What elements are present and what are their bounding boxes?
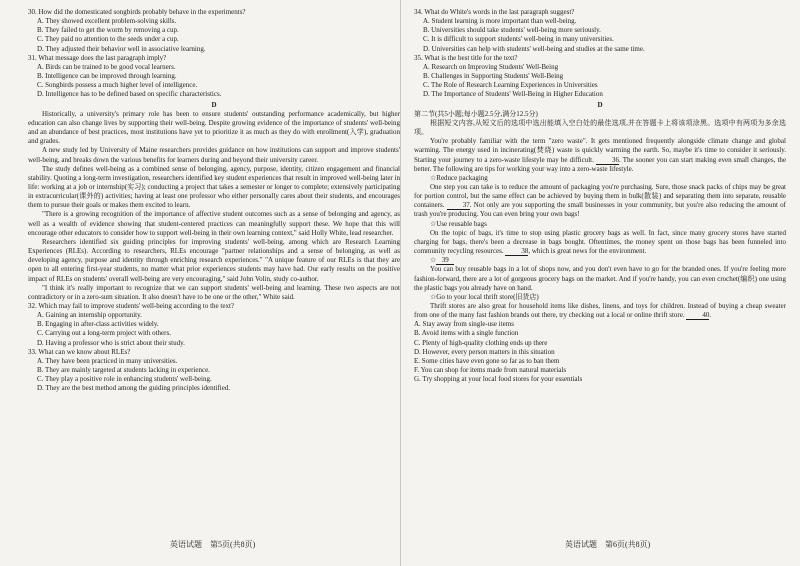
question-35 xyxy=(414,54,786,100)
star-icon: ☆ xyxy=(430,256,437,265)
answer-option: A. Stay away from single-use items xyxy=(414,320,514,329)
question-34 xyxy=(414,8,786,54)
option: C. It is difficult to support students' well-being in many universities. xyxy=(423,35,614,44)
option: A. They have been practiced in many universities. xyxy=(37,356,178,365)
question-stem: 34. What do White's words in the last paragraph suggest? xyxy=(414,8,575,16)
blank-38: 38 xyxy=(505,247,528,256)
option: C. Carrying out a long-term project with others. xyxy=(37,329,171,338)
tip-paragraph: Thrift stores are also great for household items like dishes, linens, and toys for children. Instead of buying a cheap sweater from one of the many fast fashion brands out there, try checking out a local or online thrift store. 40. xyxy=(414,302,786,320)
option: B. They are mainly targeted at students lacking in experience. xyxy=(37,366,210,375)
passage-paragraph: Researchers identified six guiding principles for improving students' well-being, among which are Research Learning Experiences (RLEs). According to researchers, RLEs encourage "partner relationships and a sense of belonging, as well as developing agency, purpose and identity through enriching research experiences." "A unique feature of our RLEs is that they are open to all entering first-year students, no matter what prior experiences students may have had. Our early results on the positive impact of RLEs on students' overall well-being are very encouraging," said John Volin, study co-author. xyxy=(28,237,400,283)
tip-paragraph: One step you can take is to reduce the amount of packaging you're purchasing. Sure, those snack packs of chips may be great for portion control, but the same effect can be achieved by buying them in bulk(散装) and separating them into separate, reusable containers. 37. Not only are you supporting the small businesses in your community, but you're also reducing the amount of trash you're producing. You can even bring your own bags! xyxy=(414,182,787,219)
option: D. They adjusted their behavior well in associative learning. xyxy=(37,44,206,53)
passage-paragraph: The study defines well-being as a combined sense of belonging, agency, purpose, identity, citizen engagement and financial stability. Quoting a long-term investigation, researchers identified key student experiences that result in improved well-being later in life: working at a job or internship(实习); conducting a project that takes a semester or longer to complete; extensively participating in extracurricular(课外的) activities; having at least one professor who either personally cares about their students, and encourages them to pursue their goals or makes them excited to learn. xyxy=(28,164,400,210)
paragraph-text: On the topic of bags, it's time to stop using plastic grocery bags as well. In fact, since many grocery stores have started charging for bags, there's been a decrease in bags bought. Oftentimes, the money spent on those bags has been funneled into community recycling resources. xyxy=(414,228,786,256)
tip-heading: ☆Use reusable bags xyxy=(430,219,487,228)
answer-option: E. Some cities have even gone so far as to ban them xyxy=(414,356,560,365)
blank-39: 39 xyxy=(436,256,454,265)
option: B. Engaging in after-class activities widely. xyxy=(37,320,159,329)
answer-option: D. However, every person matters in this situation xyxy=(414,347,555,356)
page-footer-left: 英语试题 第5页(共8页) xyxy=(170,540,256,549)
option: B. Challenges in Supporting Students' Well-Being xyxy=(423,72,564,81)
passage-paragraph: Historically, a university's primary role has been to ensure students' outstanding performance academically, but higher education can also change lives by supporting their well-being. Despite growing evidence of the importance of students' well-being and an abundance of best practices, most institutions have yet to prioritize it as much as they do with enrollment(入学), graduation and grades. xyxy=(28,109,400,146)
left-page xyxy=(28,8,400,394)
question-31 xyxy=(28,54,400,100)
question-stem: 31. What message does the last paragraph imply? xyxy=(28,53,167,62)
page-divider xyxy=(400,0,401,566)
question-stem: 32. Which may fail to improve students' well-being according to the text? xyxy=(28,302,235,310)
question-30 xyxy=(28,8,400,54)
intro-text-continued: The sooner you can start making even small changes, the better. The following are tips for working your way into a zero-waste lifestyle. xyxy=(414,155,786,173)
question-33 xyxy=(28,348,400,394)
option: D. Intelligence has to be defined based on specific characteristics. xyxy=(37,90,222,99)
passage-paragraph: "I think it's really important to recognize that we can support students' well-being and learning. These two aspects are not contradictory or in a zero-sum situation. It also doesn't have to be one or the other," White said. xyxy=(28,283,400,301)
question-stem: 33. What can we know about RLEs? xyxy=(28,347,131,356)
question-stem: 30. How did the domesticated songbirds probably behave in the experiments? xyxy=(28,8,246,16)
tip-heading: ☆Go to your local thrift store(旧货店) xyxy=(430,292,539,301)
option: A. Research on Improving Students' Well-Being xyxy=(423,62,559,71)
tip-paragraph: You can buy reusable bags in a lot of shops now, and you don't even have to go for the branded ones. If you're feeling more fashion-forward, there are a lot of gorgeous grocery bags on the market. And if you're handy, you can even crochet(编织) one using the plastic bags you already have on hand. xyxy=(414,265,786,292)
option: D. They are the best method among the guiding principles identified. xyxy=(37,384,231,393)
answer-options xyxy=(414,320,786,384)
answer-option: B. Avoid items with a single function xyxy=(414,329,519,338)
option: A. Birds can be trained to be good vocal learners. xyxy=(37,62,176,71)
blank-36: 36 xyxy=(596,156,619,165)
paragraph-text: One step you can take is to reduce the amount of packaging you're purchasing. Sure, those snack packs of chips may be great for portion control, but the same effect can be achieved by buying them in bulk(散装) and separating them into separate, reusable containers. xyxy=(414,182,786,210)
tip-heading xyxy=(430,256,786,265)
paragraph-text-continued: Not only are you supporting the small businesses in your community, but you're also reducing the amount of trash you're producing. You can even bring your own bags! xyxy=(414,201,787,219)
blank-37: 37 xyxy=(447,201,470,210)
option: B. They failed to get the worm by removing a cup. xyxy=(37,26,179,35)
option: C. Songbirds possess a much higher level of intelligence. xyxy=(37,81,198,90)
part-two-instruction: 根据短文内容,从短文后的选项中选出能填入空白处的最佳选项,并在答题卡上将该项涂黑。选项中有两项为多余选项。 xyxy=(414,118,786,137)
tip-heading: ☆Reduce packaging xyxy=(430,173,488,182)
option: B. Intelligence can be improved through learning. xyxy=(37,72,177,81)
option: A. Gaining an internship opportunity. xyxy=(37,311,142,320)
option: C. They play a positive role in enhancing students' well-being. xyxy=(37,375,212,384)
blank-40: 40 xyxy=(686,311,709,320)
paragraph-text: Thrift stores are also great for household items like dishes, linens, and toys for children. Instead of buying a cheap sweater from one of the many fast fashion brands out there, try checking out a local or online thrift store. xyxy=(414,302,786,320)
tip-paragraph xyxy=(414,229,786,256)
answer-option: F. You can shop for items made from natural materials xyxy=(414,366,567,375)
option: D. Having a professor who is strict about their study. xyxy=(37,338,185,347)
option: A. Student learning is more important than well-being. xyxy=(423,17,577,26)
passage-paragraph: A new study led by University of Maine researchers provides guidance on how institutions can support and improve students' well-being, and breaks down the various benefits for learners during and beyond their university career. xyxy=(28,146,400,164)
question-stem: 35. What is the best title for the text? xyxy=(414,53,518,62)
page-footer-right: 英语试题 第6页(共8页) xyxy=(565,540,651,549)
answer-option: C. Plenty of high-quality clothing ends up there xyxy=(414,338,548,347)
answer-option: G. Try shopping at your local food stores for your essentials xyxy=(414,375,583,384)
passage-paragraph: "There is a growing recognition of the importance of affective student outcomes such as a sense of belonging and agency, as well as a wealth of evidence showing that student-centered practices can meaningfully support these. We hope that this will encourage other educators to consider how to support well-being in their own learning context," said Holly White, lead researcher. xyxy=(28,210,400,237)
section-heading: D xyxy=(597,100,603,109)
question-32 xyxy=(28,302,400,348)
intro-paragraph: You're probably familiar with the term "zero waste". It gets mentioned frequently alongside climate change and global warming. The energy used in incinerating(焚烧) waste is quickly warming the earth. So, maybe it's time to consider it seriously. Starting your journey to a zero-waste lifestyle may be difficult. 36. The sooner you can start making even small changes, the better. The following are tips for working your way into a zero-waste lifestyle. xyxy=(414,137,786,173)
paragraph-text-continued: , which is great news for the environment. xyxy=(528,247,647,256)
option: C. The Role of Research Learning Experiences in Universities xyxy=(423,81,598,90)
option: D. The Importance of Students' Well-Being in Higher Education xyxy=(423,90,603,99)
option: C. They paid no attention to the seeds under a cup. xyxy=(37,35,179,44)
option: A. They showed excellent problem-solving skills. xyxy=(37,17,177,26)
option: B. Universities should take students' well-being more seriously. xyxy=(423,26,601,35)
part-two-heading: 第二节(共5小题;每小题2.5分,满分12.5分) xyxy=(414,109,538,118)
section-heading: D xyxy=(211,100,217,109)
intro-text: You're probably familiar with the term "zero waste". It gets mentioned frequently alongside climate change and global warming. The energy used in incinerating(焚烧) waste is quickly warming the earth. So, maybe it's time to consider it seriously. Starting your journey to a zero-waste lifestyle may be difficult. xyxy=(414,137,786,164)
option: D. Universities can help with students' well-being and studies at the same time. xyxy=(423,44,645,53)
right-page xyxy=(414,8,786,384)
